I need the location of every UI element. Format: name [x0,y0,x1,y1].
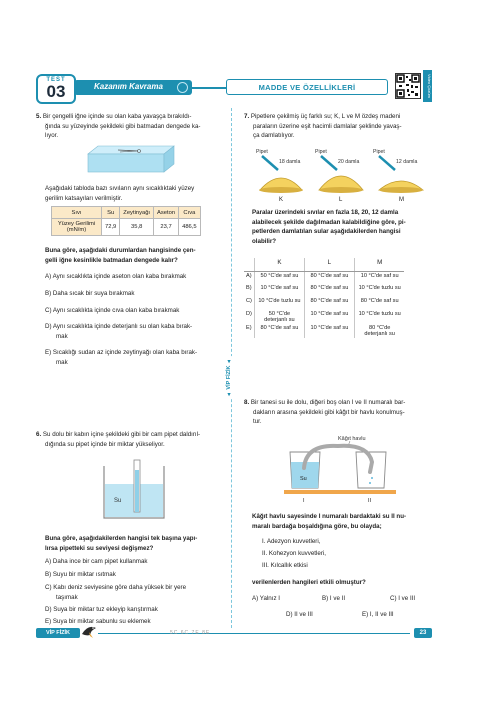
test-number: 03 [46,82,66,101]
q7-question-line-1: Paralar üzerindeki sıvılar en fazla 18, 20, 12 damla [252,209,399,216]
table-cell: 23,7 [154,219,179,236]
pipette-label: Pipet [256,149,268,155]
option-text: Kabı deniz seviyesine göre daha yüksek bir yere [53,584,187,591]
q8-stem-line-1: Bir tanesi su ile dolu, diğeri boş olan I ve II numaralı bar- [250,399,406,406]
q6-number: 6. [36,431,42,438]
option-text: Aynı sıcaklıkta içinde cıva olan kaba bırakmak [52,307,180,314]
paper-towel-figure [284,432,416,506]
table-header-row [244,258,404,271]
row-label-line-1: Yüzey Gerilimi [57,221,96,227]
table-cell: 80 °C'de saf su [304,271,354,284]
option-letter: C) [246,298,252,304]
option-text: Aynı sıcaklıkta içinde aseton olan kaba bırakmak [52,273,187,280]
q6-stem-line-1: Su dolu bir kabın içine şekildeki gibi bir cam pipet daldırıl- [42,431,201,438]
option-text: mak [56,332,68,340]
table-cell: 10 °C'de tuzlu su [354,310,404,324]
q8-question-line-2: maralı bardağa boşaldığına göre, bu olayda; [252,522,382,530]
table-header: Sıvı [52,207,102,219]
table-header: M [354,258,404,271]
q6-option-c[interactable] [45,583,229,602]
q8-option-e[interactable]: E) I, II ve III [362,611,394,618]
header-connector [192,87,226,89]
option-letter: E) [246,325,252,331]
table-header: K [254,258,304,271]
page-number: 23 [414,628,432,638]
q6-stem-line-2: dığında su pipet içinde bir miktar yükseliyor. [45,440,165,448]
option-letter: A) [246,272,252,279]
cup-label: II [368,498,372,504]
cell-line: 80 °C'de [368,325,391,331]
table-header: Aseton [154,207,179,219]
option-text: Suyu bir miktar ısıtmak [52,571,116,578]
q7-question [252,208,436,246]
q7-stem [244,112,434,141]
pipette-cup-figure [100,458,170,522]
q7-stem-line-1: Pipetlere çekilmiş üç farklı su; K, L ve M özdeş madeni [250,113,401,120]
option-text: Daha sıcak bir suya bırakmak [52,290,135,297]
q5-question-line-2: gelli iğne kesinlikle batmadan dengede kalır? [45,256,178,264]
q6-question-line-1: Buna göre, aşağıdakilerden hangisi tek başına yapı- [45,535,198,542]
option-text: Suya bir miktar tuz ekleyip karıştırmak [53,606,158,613]
option-text: mak [56,358,68,366]
pipette-k [256,149,303,203]
bird-logo-icon [80,622,98,640]
gear-icon [177,82,188,93]
q7-stem-line-2: paraların üzerine eşit hacimli damlalar şeklinde yavaş- [253,122,402,130]
cup-label: I [303,498,305,504]
pipette-l [315,149,363,203]
section-title: Kazanım Kavrama [94,82,163,91]
table-cell: 35,8 [120,219,154,236]
drop-count: 18 damla [279,159,301,165]
q8-question [252,512,438,531]
water-label: Su [300,476,307,482]
q5-option-b[interactable] [45,289,225,299]
q5-question-line-1: Buna göre, aşağıdaki durumlardan hangisinde çen- [45,247,196,254]
topic-banner: MADDE VE ÖZELLİKLERİ [226,79,388,95]
footer-rule [98,633,410,634]
table-header: Zeytinyağı [120,207,154,219]
q8-items [262,536,412,572]
q6-option-a[interactable] [45,557,229,567]
row-label-line-2: (mN/m) [66,227,87,233]
q7-question-line-3: petlerden damlatılan sular aşağıdakilerden hangisi [252,228,401,235]
q5-option-e[interactable] [45,348,225,367]
drop-count: 12 damla [396,159,418,165]
table-cell: 80 °C'de saf su [254,324,304,338]
option-letter: B) [45,290,52,297]
q5-stem-line-3: lıyor. [45,132,59,139]
option-letter: B) [45,571,52,578]
drop-count: 20 damla [338,159,360,165]
q7-stem-line-3: ça damlatılıyor. [253,132,295,139]
q8-option-b[interactable]: B) I ve II [322,595,346,602]
q8-option-c[interactable]: C) I ve III [390,595,416,602]
coin-label: M [399,197,404,203]
table-cell: 10 °C'de tuzlu su [354,284,404,297]
table-header: L [304,258,354,271]
table-cell: 486,5 [179,219,201,236]
option-letter: D) [45,606,52,613]
qr-tag: Video Çözüm [423,70,432,102]
option-letter: D) [246,311,252,317]
table-cell: 10 °C'de saf su [254,284,304,297]
q5-table-intro-line-1: Aşağıdaki tabloda bazı sıvıların aynı sıcaklıktaki yüzey [45,185,195,192]
table-cell [354,324,404,338]
table-cell: 10 °C'de saf su [304,324,354,338]
q8-stem [244,398,436,427]
option-text: Suya bir miktar sabunlu su eklemek [52,618,151,625]
q8-item: II. Kohezyon kuvvetleri, [262,550,326,557]
option-letter: A) [45,558,52,565]
q6-question [45,534,229,553]
footer-brand: VİP FİZİK [36,628,80,638]
q8-question-line-1: Kâğıt havlu sayesinde I numaralı bardaktaki su II nu- [252,513,407,520]
option-letter: B) [246,285,252,291]
q6-option-d[interactable] [45,605,229,615]
pipette-label: Pipet [373,149,385,155]
table-cell: 80 °C'de saf su [354,297,404,310]
q8-item: III. Kılcallık etkisi [262,562,308,569]
option-letter: E) [45,349,52,356]
table-cell: 80 °C'de saf su [304,297,354,310]
option-letter: E) [45,618,52,625]
q5-option-a[interactable] [45,272,225,282]
pipette-m [373,149,423,203]
surface-tension-table [51,206,201,236]
option-letter: C) [45,584,52,591]
option-text: Daha ince bir cam pipet kullanmak [52,558,148,565]
option-text: Sıcaklığı sudan az içinde zeytinyağı olan kaba bırak- [52,349,198,356]
option-text: Aynı sıcaklıkta içinde deterjanlı su olan kaba bırak- [52,323,193,330]
cell-line: deterjanlı su [364,331,395,337]
table-cell: 10 °C'de saf su [354,271,404,284]
q6-option-b[interactable] [45,570,229,580]
qr-code-icon [396,74,420,98]
q7-question-line-4: olabilir? [252,237,277,245]
q8-number: 8. [244,399,250,406]
q5-stem [36,112,222,141]
q7-option-c[interactable] [244,297,404,310]
q7-answer-table [244,258,404,338]
side-brand-label: ▲ VİP FİZİK ▲ [226,358,232,398]
q7-option-e[interactable] [244,324,404,338]
q8-question-2: verilenlerden hangileri etkili olmuştur? [252,579,366,586]
q6-question-line-2: lırsa pipetteki su seviyesi değişmez? [45,544,154,552]
pipette-label: Pipet [315,149,327,155]
q8-item: I. Adezyon kuvvetleri, [262,538,321,545]
q8-option-a[interactable]: A) Yalnız I [252,595,280,602]
q8-stem-line-3: tur. [253,418,262,425]
test-badge [36,74,76,104]
q5-stem-line-1: Bir çengelli iğne içinde su olan kaba yavaşça bırakıldı- [42,113,192,120]
table-header-row [52,207,201,219]
towel-label: Kâğıt havlu [338,436,366,442]
table-header: Cıva [179,207,201,219]
q7-number: 7. [244,113,250,120]
q5-option-c[interactable] [45,306,225,316]
table-cell: 80 °C'de saf su [304,284,354,297]
option-letter: A) [45,273,52,280]
section-banner [74,80,192,95]
q7-question-line-2: alabilecek şekilde dağılmadan kalabildiğine göre, pi- [252,218,406,226]
pipettes-coins-figure [246,146,436,204]
option-text: taşımak [56,593,78,601]
table-row-label [52,219,102,236]
cell-line: deterjanlı su [264,317,295,323]
table-cell: 72,9 [102,219,120,236]
table-cell [254,310,304,324]
q5-option-d[interactable] [45,322,225,341]
water-label: Su [114,498,122,504]
q7-option-b[interactable] [244,284,404,297]
table-cell: 10 °C'de tuzlu su [254,297,304,310]
qr-code[interactable] [395,73,421,99]
q8-option-d[interactable]: D) II ve III [286,611,313,618]
q6-option-e[interactable] [45,617,229,627]
q5-stem-line-2: ğında su yüzeyinde şekildeki gibi batmadan dengede ka- [45,122,201,130]
q7-option-a[interactable] [244,271,404,284]
q5-number: 5. [36,113,42,120]
table-cell: 50 °C'de saf su [254,271,304,284]
option-letter: C) [45,307,52,314]
q6-stem [36,430,226,449]
needle-water-figure [86,144,176,174]
footer-answer-marks: 5C 6C 7E 8E [170,630,211,636]
cell-line: 50 °C'de [268,311,291,317]
q7-option-d[interactable] [244,310,404,324]
option-letter: D) [45,323,52,330]
coin-label: L [339,197,343,203]
test-label: TEST [46,77,66,83]
coin-label: K [279,197,284,203]
table-header: Su [102,207,120,219]
q5-table-intro [45,184,225,203]
table-cell: 10 °C'de saf su [304,310,354,324]
table-row [52,219,201,236]
q5-table-intro-line-2: gerilim katsayıları verilmiştir. [45,194,123,202]
q5-question [45,246,225,265]
q8-stem-line-2: dakların arasına şekildeki gibi kâğıt bir havlu konulmuş- [253,408,405,416]
